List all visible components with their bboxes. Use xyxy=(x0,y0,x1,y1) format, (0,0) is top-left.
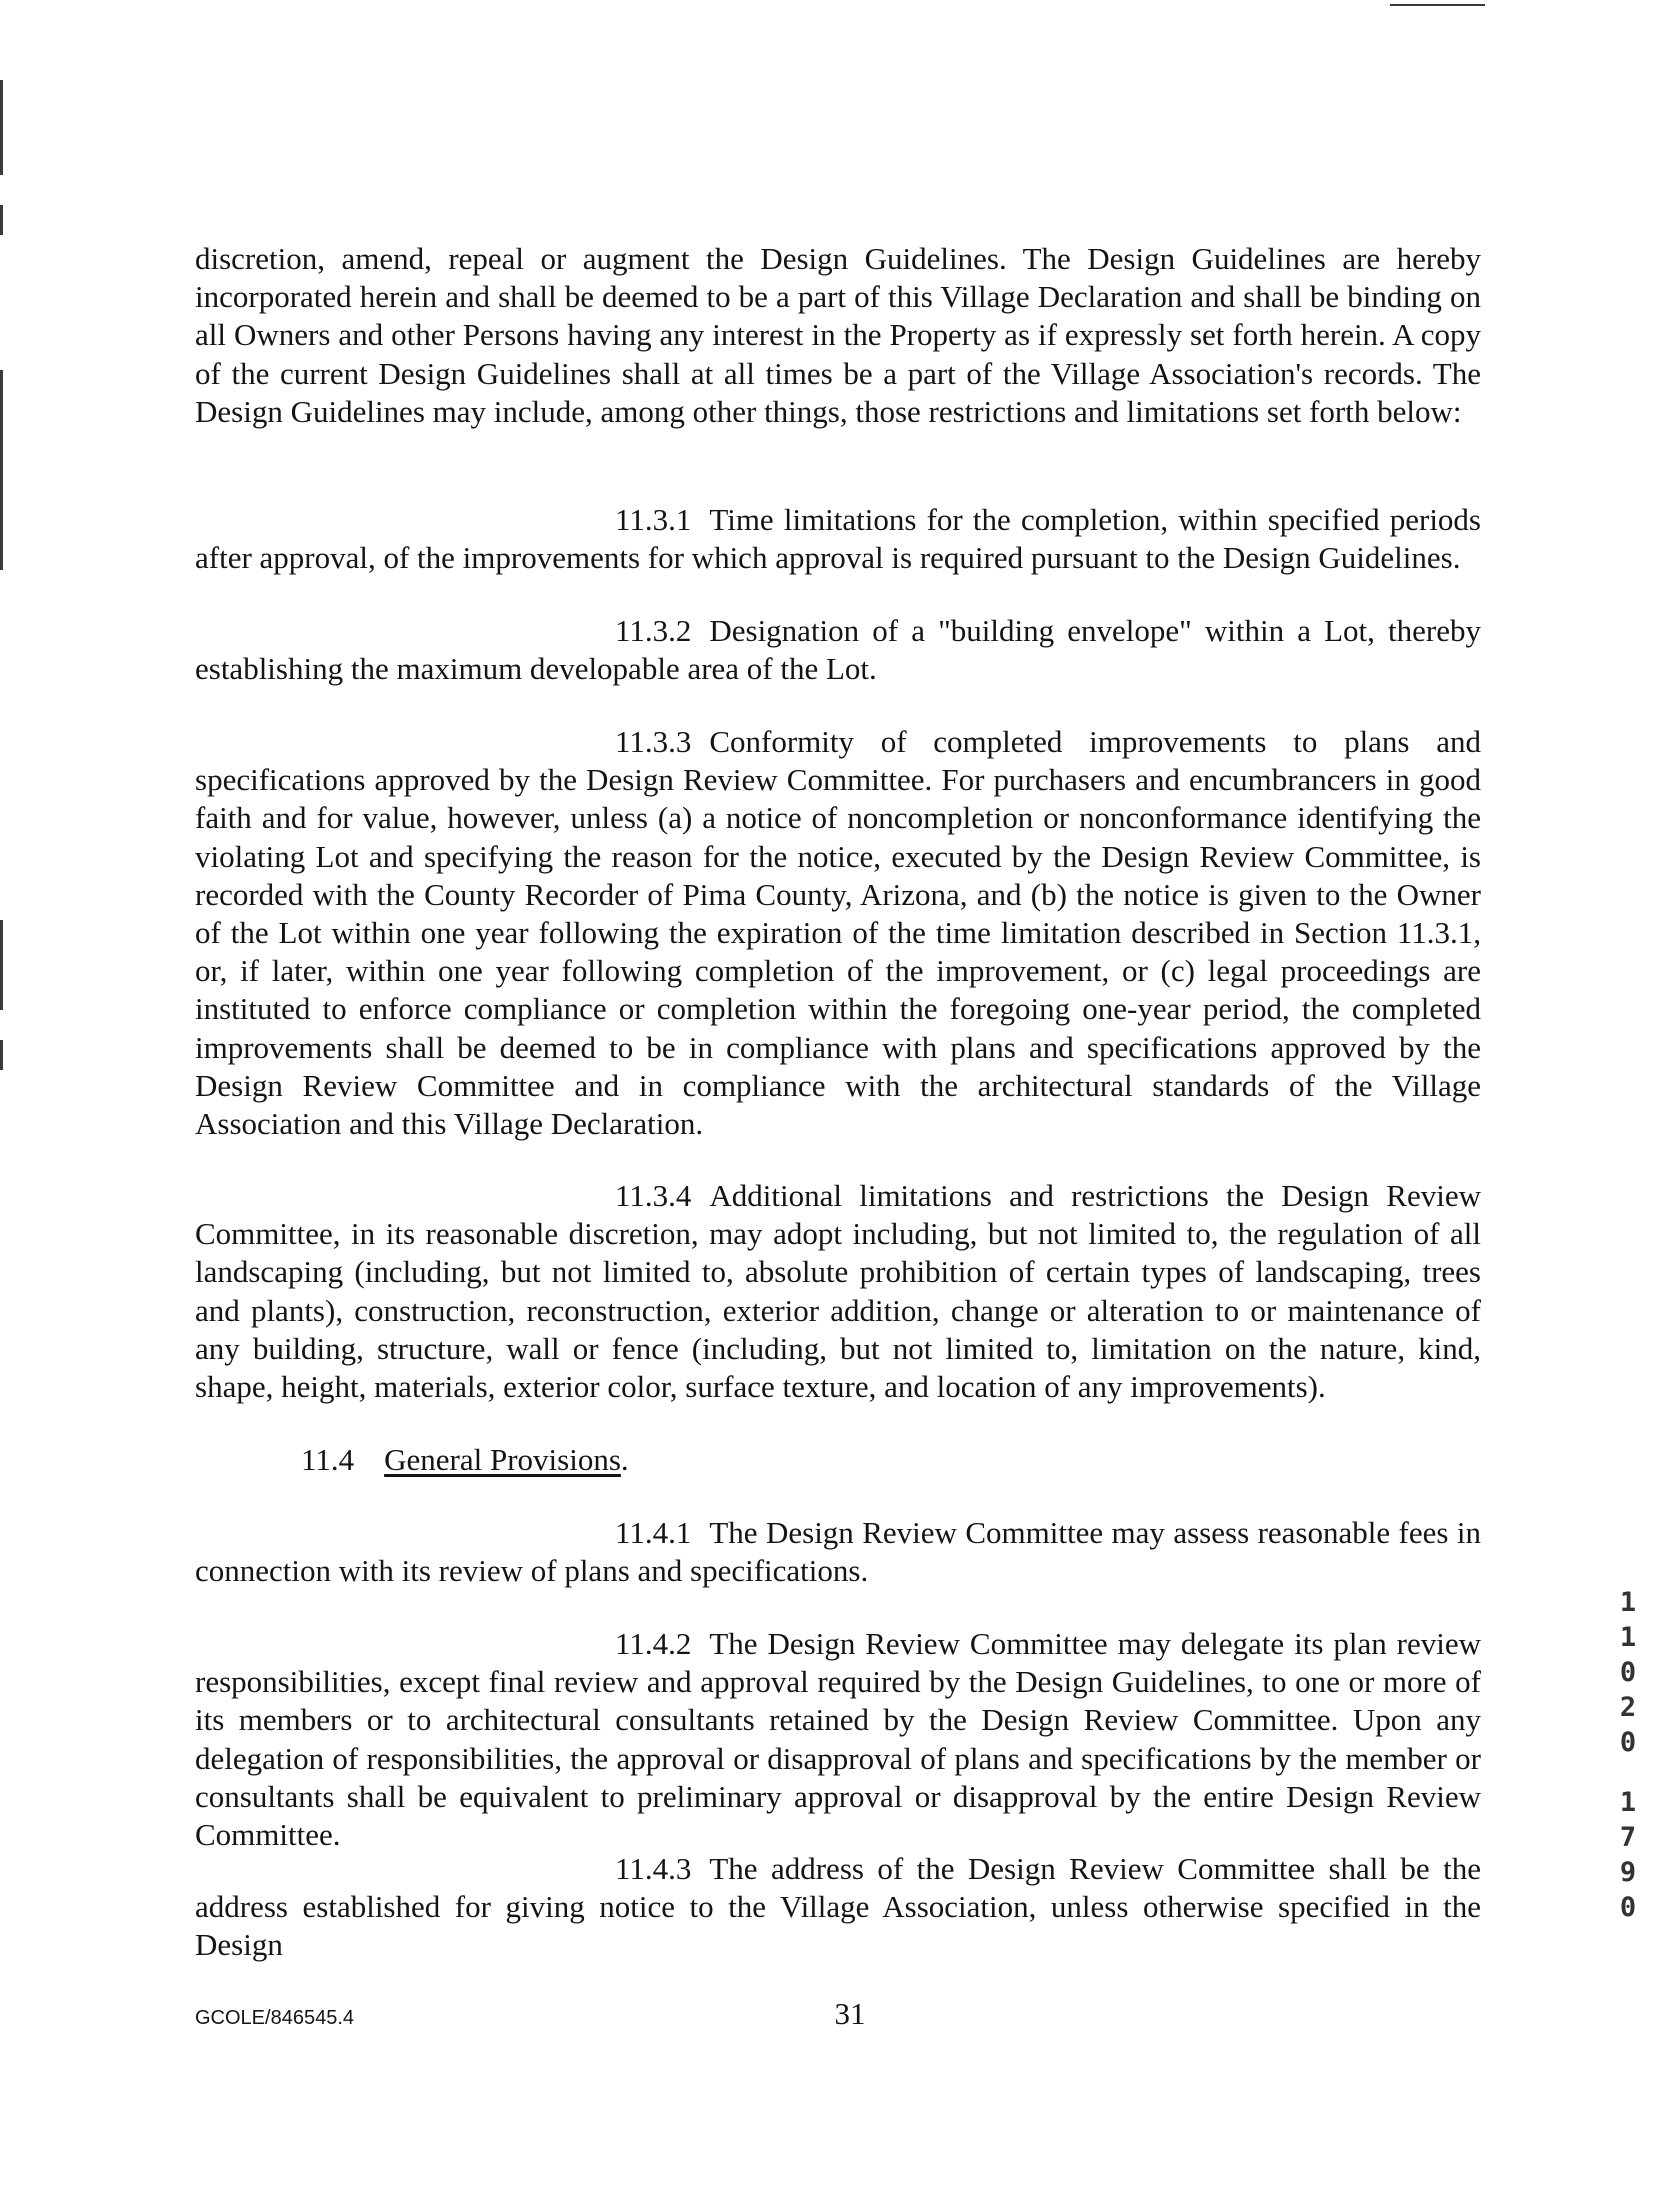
stamp-digit: 2 xyxy=(1619,1692,1637,1723)
footer-document-id: GCOLE/846545.4 xyxy=(195,2007,354,2029)
section-11-3-1 xyxy=(195,501,1481,577)
section-text: Designation of a "building envelope" within a Lot, thereby establishing the maximum developable area of the Lot. xyxy=(195,613,1481,687)
section-number: 11.4.2 xyxy=(615,1626,692,1661)
stamp-digit: 9 xyxy=(1619,1857,1637,1888)
section-text: Conformity of completed improvements to plans and specifications approved by the Design Review Committee. For purchasers and encumbrancers in good faith and for value, however, unless (a) a notice of noncompletion or nonconformance identifying the violating Lot and specifying the reason for the notice, executed by the Design Review Committee, is recorded with the County Recorder of Pima County, Arizona, and (b) the notice is given to the Owner of the Lot within one year following the expiration of the time limitation described in Section 11.3.1, or, if later, within one year following completion of the improvement, or (c) legal proceedings are instituted to enforce compliance or completion within the foregoing one-year period, the completed improvements shall be deemed to be in compliance with plans and specifications approved by the Design Review Committee and in compliance with the architectural standards of the Village Association and this Village Declaration. xyxy=(195,724,1481,1142)
section-text: Additional limitations and restrictions the Design Review Committee, in its reasonable discretion, may adopt including, but not limited to, the regulation of all landscaping (including, but not limited to, absolute prohibition of certain types of landscaping, trees and plants), construction, reconstruction, exterior addition, change or alteration to or maintenance of any building, structure, wall or fence (including, but not limited to, limitation on the nature, kind, shape, height, materials, exterior color, surface texture, and location of any improvements). xyxy=(195,1178,1481,1405)
stamp-digit: 1 xyxy=(1619,1622,1637,1653)
section-11-3-4 xyxy=(195,1177,1481,1406)
scan-edge-mark xyxy=(0,1040,3,1070)
stamp-digit: 7 xyxy=(1619,1822,1637,1853)
section-number: 11.4.3 xyxy=(615,1851,692,1886)
scan-top-rule xyxy=(1390,4,1485,6)
scan-edge-mark xyxy=(0,205,3,235)
heading-period: . xyxy=(620,1442,629,1477)
section-text: The Design Review Committee may assess reasonable fees in connection with its review of plans and specifications. xyxy=(195,1515,1481,1589)
stamp-digit: 1 xyxy=(1619,1787,1637,1818)
section-11-3-3 xyxy=(195,723,1481,1143)
recording-stamp-lower xyxy=(1615,1785,1641,1925)
scan-edge-mark xyxy=(0,920,3,1010)
page-number: 31 xyxy=(834,1996,866,2031)
section-heading-11-4 xyxy=(195,1441,1481,1479)
section-text: The Design Review Committee may delegate its plan review responsibilities, except final review and approval required by the Design Guidelines, to one or more of its members or to architectural consultants retained by the Design Review Committee. Upon any delegation of responsibilities, the approval or disapproval of plans and specifications by the member or consultants shall be equivalent to preliminary approval or disapproval by the entire Design Review Committee. xyxy=(195,1626,1481,1853)
continuation-paragraph: discretion, amend, repeal or augment the Design Guidelines. The Design Guidelines are hereby incorporated herein and shall be deemed to be a part of this Village Declaration and shall be binding on all Owners and other Persons having any interest in the Property as if expressly set forth herein. A copy of the current Design Guidelines shall at all times be a part of the Village Association's records. The Design Guidelines may include, among other things, those restrictions and limitations set forth below: xyxy=(195,241,1481,429)
scan-edge-mark xyxy=(0,370,3,570)
stamp-digit: 1 xyxy=(1619,1587,1637,1618)
heading-number: 11.4 xyxy=(301,1442,355,1477)
section-text: The address of the Design Review Committee shall be the address established for giving notice to the Village Association, unless otherwise specified in the Design xyxy=(195,1851,1481,1963)
section-11-3-2 xyxy=(195,612,1481,688)
stamp-digit: 0 xyxy=(1619,1657,1637,1688)
section-11-4-3 xyxy=(195,1850,1481,1965)
stamp-digit: 0 xyxy=(1619,1727,1637,1758)
section-text: Time limitations for the completion, within specified periods after approval, of the improvements for which approval is required pursuant to the Design Guidelines. xyxy=(195,502,1481,576)
section-11-4-1 xyxy=(195,1514,1481,1590)
heading-title: General Provisions xyxy=(384,1442,621,1477)
stamp-digit: 0 xyxy=(1619,1892,1637,1923)
section-number: 11.3.2 xyxy=(615,613,692,648)
section-number: 11.3.3 xyxy=(615,724,692,759)
section-number: 11.3.1 xyxy=(615,502,692,537)
section-11-4-2 xyxy=(195,1625,1481,1854)
section-number: 11.4.1 xyxy=(615,1515,692,1550)
scan-edge-mark xyxy=(0,80,3,175)
section-number: 11.3.4 xyxy=(615,1178,692,1213)
recording-stamp-upper xyxy=(1615,1585,1641,1760)
